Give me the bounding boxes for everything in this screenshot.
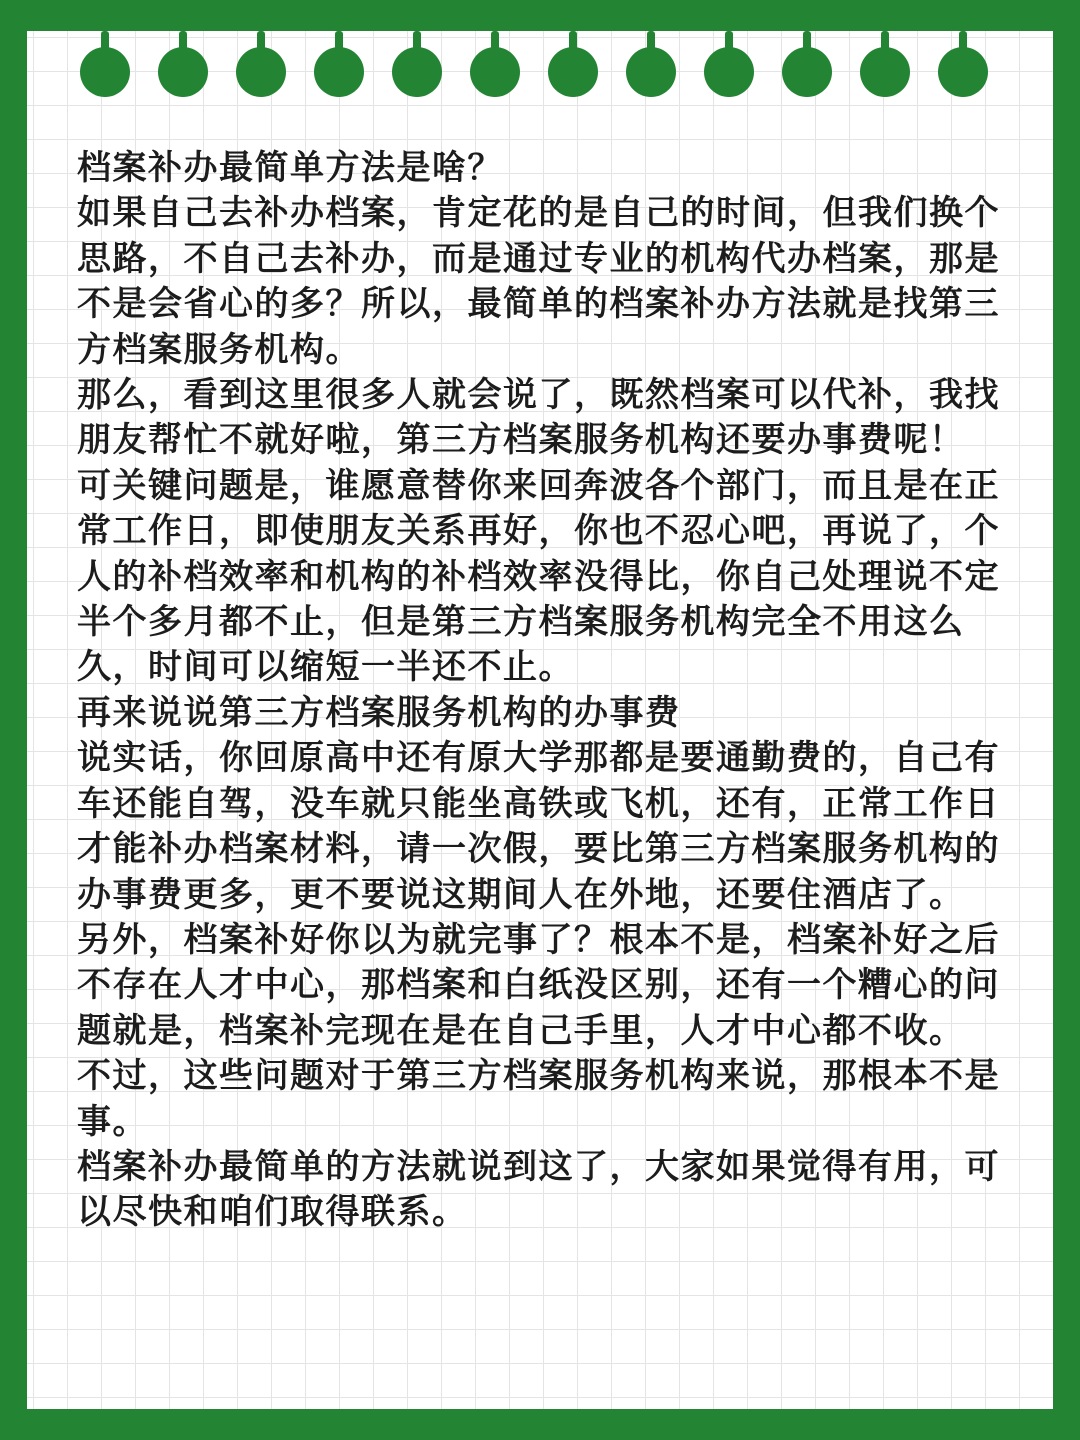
binding-hole: [782, 47, 832, 97]
binding-hole: [704, 47, 754, 97]
paragraph: 那么，看到这里很多人就会说了，既然档案可以代补，我找朋友帮忙不就好啦，第三方档案服务机构还要办事费呢！: [77, 375, 1000, 461]
paragraph: 如果自己去补办档案，肯定花的是自己的时间，但我们换个思路，不自己去补办，而是通过专业的机构代办档案，那是不是会省心的多？所以，最简单的档案补办方法就是找第三方档案服务机构。: [77, 193, 1000, 370]
binding-hole: [860, 47, 910, 97]
article-body: [77, 146, 1012, 1236]
section-heading: 再来说说第三方档案服务机构的办事费: [77, 692, 681, 733]
binding-hole: [548, 47, 598, 97]
paragraph: 不过，这些问题对于第三方档案服务机构来说，那根本不是事。: [77, 1056, 1000, 1142]
binding-hole: [158, 47, 208, 97]
paragraph: 档案补办最简单的方法就说到这了，大家如果觉得有用，可以尽快和咱们取得联系。: [77, 1146, 1000, 1233]
paragraph: 可关键问题是，谁愿意替你来回奔波各个部门，而且是在正常工作日，即使朋友关系再好，你也不忍心吧，再说了，个人的补档效率和机构的补档效率没得比，你自己处理说不定半个多月都不止，但是第三方档案服务机构完全不用这么久，时间可以缩短一半还不止。: [77, 465, 1000, 688]
article-title: 档案补办最简单方法是啥？: [77, 148, 503, 188]
binding-holes: [0, 0, 1080, 130]
paragraph: 另外，档案补好你以为就完事了？根本不是，档案补好之后不存在人才中心，那档案和白纸没区别，还有一个糟心的问题就是，档案补完现在是在自己手里，人才中心都不收。: [77, 919, 1000, 1051]
binding-hole: [80, 47, 130, 97]
paragraph: 说实话，你回原高中还有原大学那都是要通勤费的，自己有车还能自驾，没车就只能坐高铁或飞机，还有，正常工作日才能补办档案材料，请一次假，要比第三方档案服务机构的办事费更多，更不要说这期间人在外地，还要住酒店了。: [77, 738, 1000, 915]
binding-hole: [392, 47, 442, 97]
binding-hole: [470, 47, 520, 97]
binding-hole: [626, 47, 676, 97]
binding-hole: [314, 47, 364, 97]
binding-hole: [236, 47, 286, 97]
binding-hole: [938, 47, 988, 97]
